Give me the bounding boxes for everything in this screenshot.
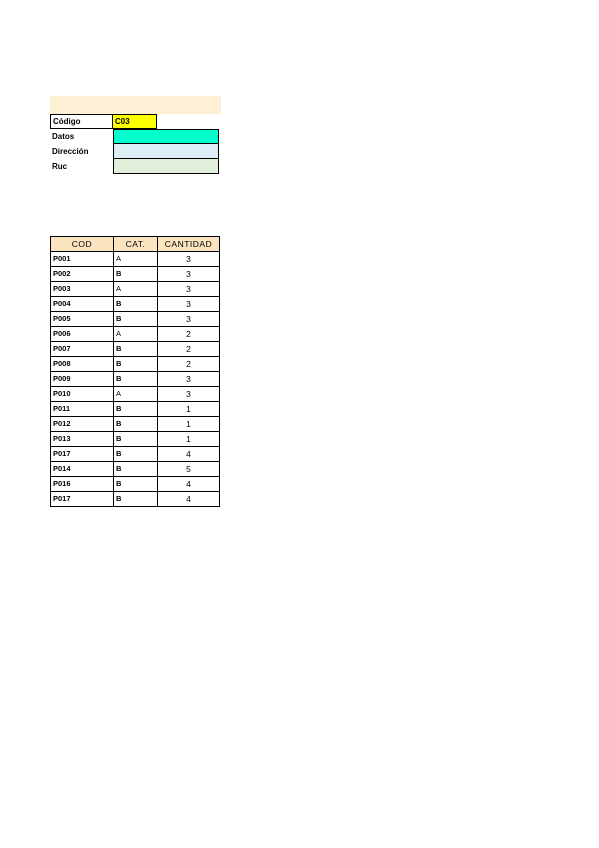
cantidad-cell[interactable]: 1 bbox=[158, 417, 220, 432]
table-row bbox=[51, 477, 220, 492]
direccion-cell[interactable] bbox=[113, 144, 219, 159]
codigo-label: Código bbox=[50, 114, 113, 129]
cat-cell[interactable]: B bbox=[114, 417, 158, 432]
table-row bbox=[51, 312, 220, 327]
table-body bbox=[51, 252, 220, 507]
cat-cell[interactable]: B bbox=[114, 432, 158, 447]
cod-cell[interactable]: P005 bbox=[51, 312, 114, 327]
cod-cell[interactable]: P004 bbox=[51, 297, 114, 312]
table-row bbox=[51, 297, 220, 312]
client-form bbox=[50, 114, 222, 174]
cantidad-cell[interactable]: 3 bbox=[158, 252, 220, 267]
cat-cell[interactable]: B bbox=[114, 297, 158, 312]
cantidad-cell[interactable]: 2 bbox=[158, 342, 220, 357]
datos-row bbox=[50, 129, 222, 144]
table-header-row bbox=[51, 237, 220, 252]
codigo-cell[interactable]: C03 bbox=[113, 114, 157, 129]
cat-cell[interactable]: B bbox=[114, 462, 158, 477]
cantidad-cell[interactable]: 2 bbox=[158, 327, 220, 342]
cod-cell[interactable]: P001 bbox=[51, 252, 114, 267]
table-row bbox=[51, 432, 220, 447]
cantidad-cell[interactable]: 4 bbox=[158, 477, 220, 492]
header-cod[interactable]: COD bbox=[51, 237, 114, 252]
cod-cell[interactable]: P007 bbox=[51, 342, 114, 357]
form-banner bbox=[50, 96, 221, 114]
cat-cell[interactable]: B bbox=[114, 477, 158, 492]
ruc-row bbox=[50, 159, 222, 174]
direccion-label: Dirección bbox=[52, 147, 89, 156]
cod-cell[interactable]: P014 bbox=[51, 462, 114, 477]
table-row bbox=[51, 357, 220, 372]
cantidad-cell[interactable]: 5 bbox=[158, 462, 220, 477]
table-row bbox=[51, 342, 220, 357]
cat-cell[interactable]: B bbox=[114, 267, 158, 282]
cod-cell[interactable]: P017 bbox=[51, 447, 114, 462]
cod-cell[interactable]: P013 bbox=[51, 432, 114, 447]
cod-cell[interactable]: P012 bbox=[51, 417, 114, 432]
cat-cell[interactable]: B bbox=[114, 357, 158, 372]
datos-cell[interactable] bbox=[113, 129, 219, 144]
table-row bbox=[51, 417, 220, 432]
table-row bbox=[51, 402, 220, 417]
cat-cell[interactable]: B bbox=[114, 447, 158, 462]
cat-cell[interactable]: B bbox=[114, 372, 158, 387]
table-row bbox=[51, 327, 220, 342]
table-row bbox=[51, 282, 220, 297]
table-row bbox=[51, 447, 220, 462]
direccion-row bbox=[50, 144, 222, 159]
cod-cell[interactable]: P017 bbox=[51, 492, 114, 507]
header-cantidad[interactable]: CANTIDAD bbox=[158, 237, 220, 252]
cantidad-cell[interactable]: 3 bbox=[158, 297, 220, 312]
table-row bbox=[51, 372, 220, 387]
ruc-cell[interactable] bbox=[113, 159, 219, 174]
cantidad-cell[interactable]: 4 bbox=[158, 492, 220, 507]
cod-cell[interactable]: P008 bbox=[51, 357, 114, 372]
cantidad-cell[interactable]: 1 bbox=[158, 402, 220, 417]
cat-cell[interactable]: B bbox=[114, 492, 158, 507]
cod-cell[interactable]: P006 bbox=[51, 327, 114, 342]
cantidad-cell[interactable]: 2 bbox=[158, 357, 220, 372]
cantidad-cell[interactable]: 4 bbox=[158, 447, 220, 462]
cantidad-cell[interactable]: 3 bbox=[158, 267, 220, 282]
cod-cell[interactable]: P010 bbox=[51, 387, 114, 402]
cantidad-cell[interactable]: 3 bbox=[158, 312, 220, 327]
table-row bbox=[51, 492, 220, 507]
cod-cell[interactable]: P011 bbox=[51, 402, 114, 417]
cantidad-cell[interactable]: 3 bbox=[158, 372, 220, 387]
cod-cell[interactable]: P016 bbox=[51, 477, 114, 492]
products-table bbox=[50, 236, 220, 507]
cat-cell[interactable]: B bbox=[114, 402, 158, 417]
table-row bbox=[51, 252, 220, 267]
cantidad-cell[interactable]: 3 bbox=[158, 387, 220, 402]
cat-cell[interactable]: A bbox=[114, 327, 158, 342]
table-row bbox=[51, 462, 220, 477]
table-row bbox=[51, 267, 220, 282]
cantidad-cell[interactable]: 3 bbox=[158, 282, 220, 297]
cat-cell[interactable]: A bbox=[114, 282, 158, 297]
codigo-row bbox=[50, 114, 222, 129]
cat-cell[interactable]: A bbox=[114, 387, 158, 402]
table-row bbox=[51, 387, 220, 402]
ruc-label: Ruc bbox=[52, 162, 68, 171]
cat-cell[interactable]: B bbox=[114, 312, 158, 327]
cantidad-cell[interactable]: 1 bbox=[158, 432, 220, 447]
cod-cell[interactable]: P009 bbox=[51, 372, 114, 387]
cod-cell[interactable]: P003 bbox=[51, 282, 114, 297]
datos-label: Datos bbox=[52, 132, 75, 141]
cat-cell[interactable]: A bbox=[114, 252, 158, 267]
cat-cell[interactable]: B bbox=[114, 342, 158, 357]
cod-cell[interactable]: P002 bbox=[51, 267, 114, 282]
header-cat[interactable]: CAT. bbox=[114, 237, 158, 252]
